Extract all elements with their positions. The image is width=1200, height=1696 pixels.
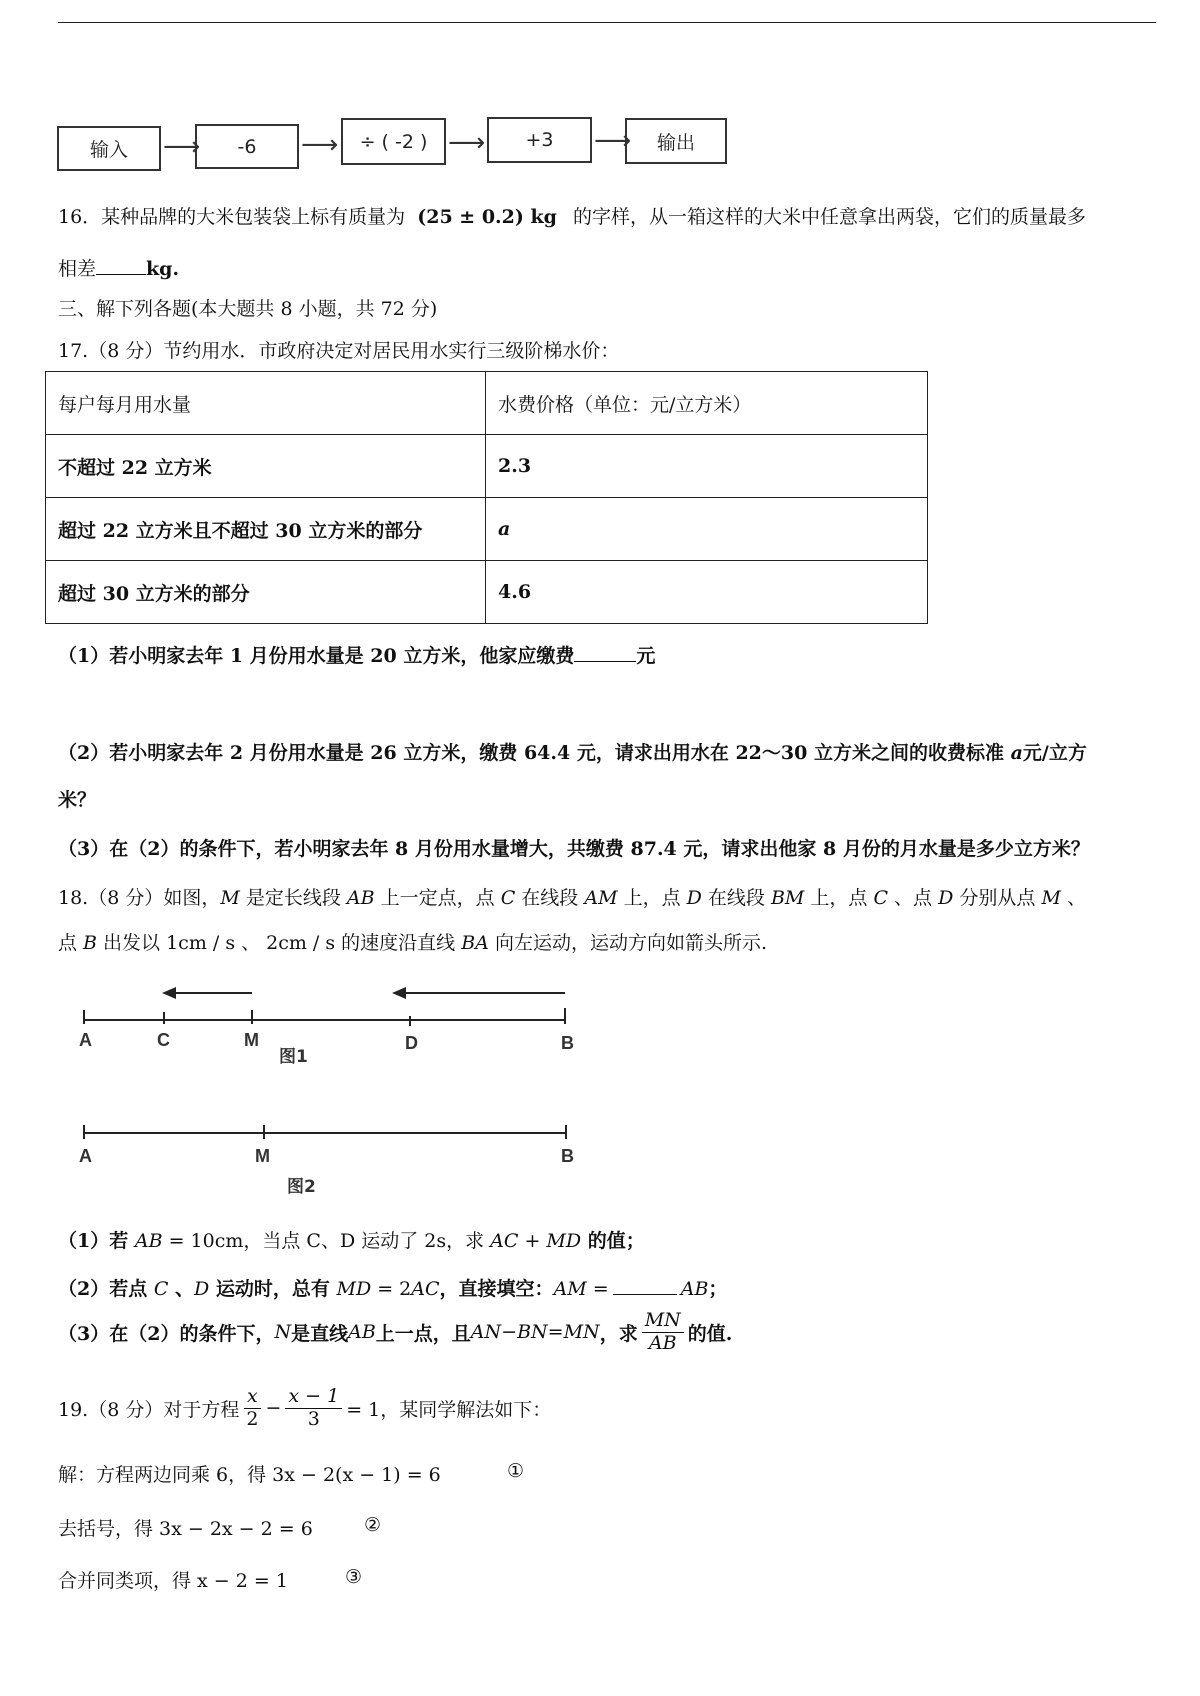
step-text: 解：方程两边同乘 6，得 3x − 2(x − 1) = 6 (58, 1464, 441, 1486)
q17-part2-text: （2）若小明家去年 2 月份用水量是 26 立方米，缴费 64.4 元，请求出用水在 22～30 立方米之间的收费标准 (58, 742, 1004, 764)
table-header-cell: 每户每月用水量 (46, 372, 486, 435)
q17-part1-text: （1）若小明家去年 1 月份用水量是 20 立方米，他家应缴费 (58, 645, 575, 667)
q17-part2 (58, 738, 1087, 765)
step-marker-3: ③ (345, 1566, 363, 1588)
var: AB (680, 1278, 709, 1300)
text: 18.（8 分）如图， (58, 887, 221, 909)
q18-part3 (58, 1310, 732, 1355)
var: C (153, 1278, 169, 1300)
text: + (518, 1230, 547, 1252)
q19-step3 (58, 1566, 288, 1593)
text: = 10cm，当点 C、D 运动了 2s，求 (162, 1230, 491, 1252)
text: （1）若 (58, 1230, 135, 1252)
var: M (1041, 887, 1061, 909)
var: MD (336, 1278, 372, 1300)
flow-output-box: 输出 (625, 118, 727, 164)
var: BN (517, 1321, 548, 1344)
q19-step2 (58, 1514, 313, 1541)
q16-text-b: 的字样，从一箱这样的大米中任意拿出两袋，它们的质量最多 (572, 206, 1086, 228)
text: 在线段 (701, 887, 771, 909)
q18-line2 (58, 928, 767, 955)
fraction-numerator: x (244, 1386, 261, 1409)
q16-line1 (58, 202, 1086, 229)
flow-step2-box: ÷ ( -2 ) (341, 118, 446, 165)
var: AB (346, 887, 375, 909)
var: AM (584, 887, 618, 909)
text: （2）若点 (58, 1278, 154, 1300)
q19-step1 (58, 1460, 441, 1487)
var: AN (470, 1321, 502, 1344)
water-price-table (45, 371, 928, 624)
table-cell: 2.3 (486, 435, 928, 498)
text: = (547, 1321, 564, 1344)
text: 运动时，总有 (209, 1278, 337, 1300)
var: BA (461, 932, 489, 954)
table-cell: a (486, 498, 928, 561)
fig2-label-b: B (561, 1146, 574, 1166)
q18-part1 (58, 1226, 645, 1253)
text: 点 (58, 932, 84, 954)
fig1-label-c: C (157, 1030, 170, 1050)
var: B (83, 932, 98, 954)
text: = (586, 1278, 609, 1300)
step-marker-2: ② (364, 1514, 382, 1536)
fraction-numerator: x − 1 (285, 1386, 342, 1409)
table-row (46, 561, 928, 624)
fig2-caption: 图2 (287, 1177, 316, 1197)
q16-mass: (25 ± 0.2) kg (417, 206, 557, 228)
q17-part1 (58, 641, 655, 668)
var: AC (411, 1278, 440, 1300)
minus-sign: − (265, 1397, 282, 1420)
q17-part2-unit: 元/立方 (1022, 742, 1087, 764)
flow-input-box: 输入 (57, 126, 161, 171)
text: ； (708, 1278, 728, 1300)
figure-1 (70, 980, 590, 1090)
text: （3）在（2）的条件下， (58, 1322, 275, 1345)
flow-arrow-icon: ⟶ (301, 130, 339, 160)
q17-part2-cont: 米？ (58, 789, 97, 811)
fraction-denominator: 3 (307, 1407, 320, 1430)
flow-step1-box: -6 (195, 124, 299, 169)
text: 的值； (581, 1230, 645, 1252)
var: D (686, 887, 702, 909)
table-header-cell: 水费价格（单位：元/立方米） (486, 372, 928, 435)
header-rule (58, 22, 1156, 23)
q17-part1-blank[interactable] (574, 661, 636, 662)
flow-arrow-icon: ⟶ (594, 126, 632, 156)
fraction-denominator: 2 (246, 1407, 259, 1430)
text: ，求 (599, 1322, 638, 1345)
q16-answer-blank[interactable] (96, 274, 146, 275)
q17-part3: （3）在（2）的条件下，若小明家去年 8 月份用水量增大，共缴费 87.4 元，请求出他家 8 月份的月水量是多少立方米？ (58, 838, 1090, 860)
figure-2 (70, 1110, 590, 1160)
var: C (873, 887, 889, 909)
var: MN (563, 1321, 600, 1344)
step-marker-1: ① (507, 1460, 525, 1482)
text: 上一定点，点 (374, 887, 501, 909)
var: AB (134, 1230, 163, 1252)
q16-text-c: 相差 (58, 258, 97, 280)
text: ，直接填空： (439, 1278, 554, 1300)
q17-part2-var: a (1010, 742, 1023, 764)
var: AB (348, 1321, 376, 1344)
text: 在线段 (515, 887, 585, 909)
text: 出发以 1cm / s 、 2cm / s 的速度沿直线 (97, 932, 462, 954)
table-cell: 超过 30 立方米的部分 (46, 561, 486, 624)
q17-part1-unit: 元 (636, 645, 656, 667)
text: 是定长线段 (239, 887, 347, 909)
step-text: 合并同类项，得 x − 2 = 1 (58, 1570, 288, 1592)
table-cell: 超过 22 立方米且不超过 30 立方米的部分 (46, 498, 486, 561)
text: 上，点 (617, 887, 687, 909)
table-row (46, 498, 928, 561)
arrow-left-icon (392, 987, 406, 999)
var: M (220, 887, 240, 909)
q16-unit: kg. (146, 258, 180, 280)
text: 分别从点 (953, 887, 1042, 909)
text: 向左运动，运动方向如箭头所示. (488, 932, 767, 954)
text: = 2 (371, 1278, 412, 1300)
text: = 1，某同学解法如下： (346, 1398, 552, 1421)
q19-intro (58, 1386, 551, 1431)
var: BM (770, 887, 805, 909)
q18-part2 (58, 1274, 727, 1301)
var: C (500, 887, 516, 909)
text: − (501, 1321, 518, 1344)
step-text: 去括号，得 3x − 2x − 2 = 6 (58, 1518, 313, 1540)
text: 19.（8 分）对于方程 (58, 1398, 240, 1421)
var: MD (546, 1230, 582, 1252)
arrow-left-icon (162, 987, 176, 999)
var: D (938, 887, 954, 909)
fig1-label-d: D (405, 1033, 418, 1053)
flow-arrow-icon: ⟶ (448, 128, 486, 158)
text: 上一点，且 (375, 1322, 471, 1345)
text: 、点 (888, 887, 939, 909)
table-cell: 4.6 (486, 561, 928, 624)
text: 、 (1060, 887, 1086, 909)
fraction-x-over-2 (243, 1386, 261, 1431)
fraction-numerator: MN (642, 1310, 684, 1333)
q16-text-a: 16．某种品牌的大米包装袋上标有质量为 (58, 206, 406, 228)
text: 的值. (687, 1322, 733, 1345)
var: AC (490, 1230, 519, 1252)
fig1-label-a: A (79, 1030, 92, 1050)
fig1-label-b: B (561, 1033, 574, 1053)
fig2-label-m: M (255, 1146, 270, 1166)
flow-arrow-icon: ⟶ (163, 132, 201, 162)
fraction-denominator: AB (648, 1331, 677, 1354)
text: 上，点 (804, 887, 874, 909)
section-heading: 三、解下列各题(本大题共 8 小题，共 72 分) (58, 298, 438, 320)
fig1-caption: 图1 (279, 1047, 308, 1067)
table-cell: 不超过 22 立方米 (46, 435, 486, 498)
text: 、 (168, 1278, 195, 1300)
q18-line1 (58, 883, 1086, 910)
q17-title: 17.（8 分）节约用水．市政府决定对居民用水实行三级阶梯水价： (58, 340, 620, 362)
var: N (274, 1321, 292, 1344)
fig2-label-a: A (79, 1146, 92, 1166)
flow-step3-box: +3 (487, 117, 592, 163)
mn-over-ab-fraction (642, 1310, 684, 1355)
table-header-row (46, 372, 928, 435)
table-row (46, 435, 928, 498)
var: D (194, 1278, 210, 1300)
q18-part2-blank[interactable] (613, 1294, 677, 1295)
fraction-x-minus-1-over-3 (285, 1386, 342, 1431)
text: 是直线 (291, 1322, 349, 1345)
q16-line2 (58, 254, 179, 281)
fig1-label-m: M (244, 1030, 259, 1050)
var: AM (553, 1278, 587, 1300)
